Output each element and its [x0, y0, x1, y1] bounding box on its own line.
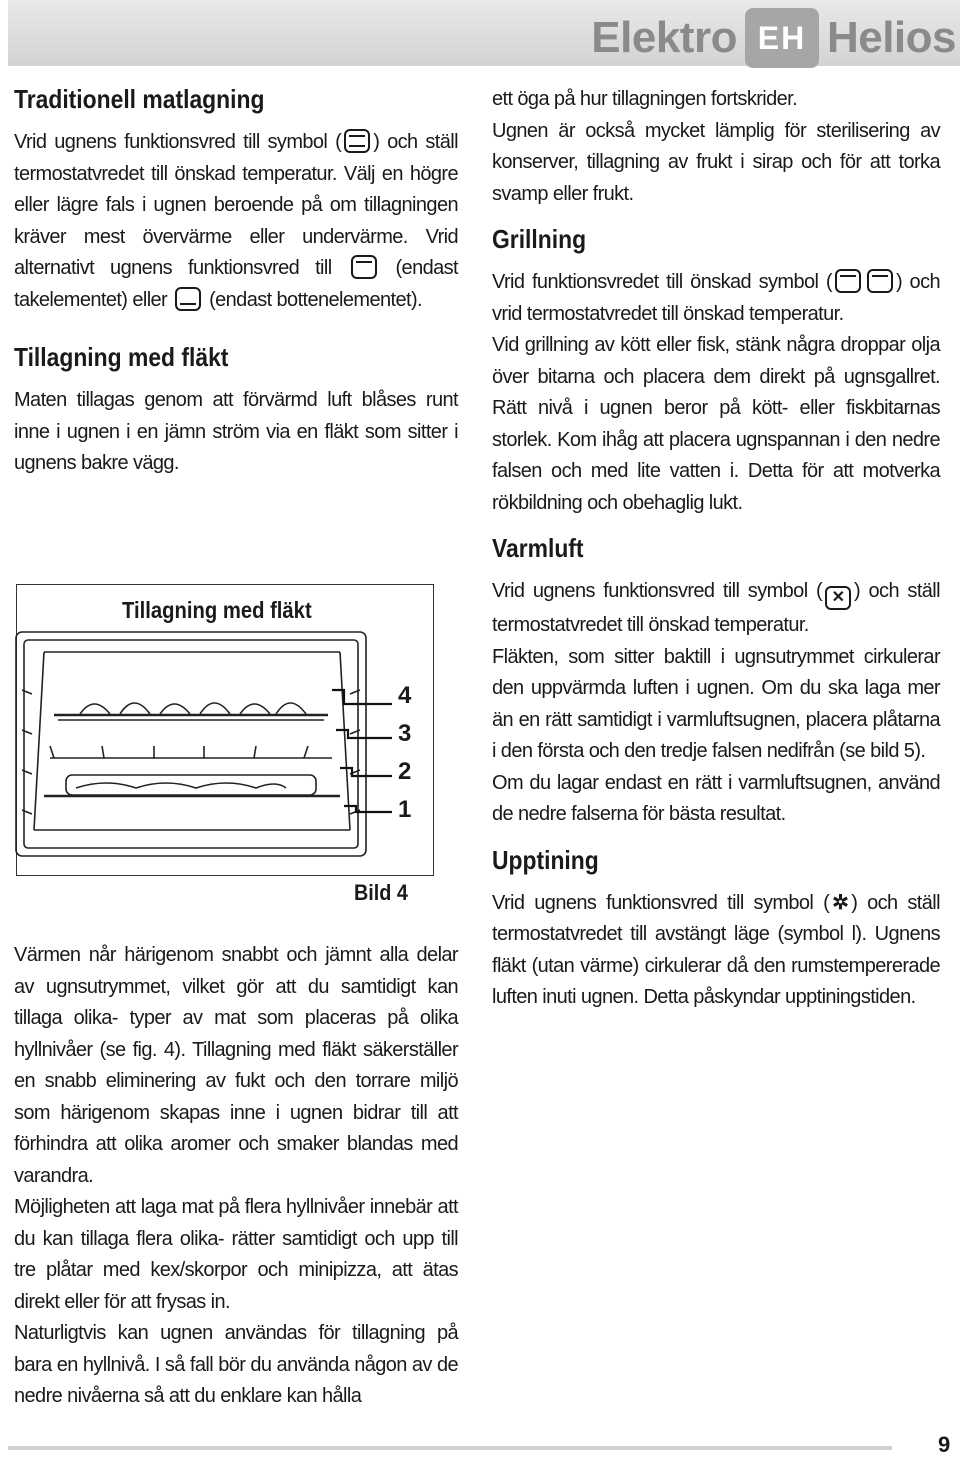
fan-icon: ✕ [825, 586, 851, 610]
left-column [14, 80, 458, 480]
paragraph-mojligheten: Möjligheten att laga mat på flera hyllnivåer innebär att du kan tillaga flera olika- rätter samtidigt och upp till tre plåtar med kex/skorpor och minipizza, att ätas direkt eller för att frysas in. [14, 1196, 458, 1313]
heading-grillning: Grillning [492, 224, 587, 254]
paragraph-om-du-lagar: Om du lagar endast en rätt i varmluftsugnen, använd de nedre falserna för bästa resultat. [492, 771, 940, 825]
oven-bottom-heat-icon [175, 287, 201, 311]
level-2: 2 [398, 758, 412, 785]
eh-logo-icon: EH [745, 8, 819, 68]
level-labels [398, 682, 428, 834]
paragraph-grillning: Vid grillning av kött eller fisk, stänk några droppar olja över bitarna och placera dem direkt på ugnsgallret. Rätt nivå i ugnen beror på kött- eller fiskbitarnas storlek. Kom ihåg att placera ugnspannan i den nedre falsen och med lite vatten i. Detta för att motverka rökbildning och obehaglig lukt. [492, 334, 940, 514]
left-column-lower [14, 940, 458, 1413]
heading-varmluft: Varmluft [492, 533, 584, 563]
paragraph-varmen: Värmen når härigenom snabbt och jämnt alla delar av ugnsutrymmet, vilket gör att du samtidigt kan tillaga olika- typer av mat som placeras på olika hyllnivåer (se fig. 4). Tillagning med fläkt säkerställer en snabb eliminering av fukt och den torrare miljö som härigenom skapas inne i ugnen bidrar till att förhindra att olika aromer och smaker blandas med varandra. [14, 944, 458, 1187]
brand-left: Elektro [591, 13, 737, 62]
figure-caption: Bild 4 [354, 880, 408, 905]
double-grill-icon [867, 269, 893, 293]
oven-top-bottom-heat-icon [344, 129, 370, 153]
heading-upptining: Upptining [492, 844, 599, 875]
level-1: 1 [398, 796, 412, 823]
level-4: 4 [398, 682, 412, 709]
defrost-icon: ✲ [832, 891, 849, 914]
oven-top-heat-icon [351, 255, 377, 279]
paragraph-upptining: Vrid ugnens funktionsvred till symbol ( ✲ ) och ställ termostatvredet till avstängt läge (symbol l). Ugnens fläkt (utan värme) cirkulerar då den rumstempererade luften inuti ugnen. Detta påskyndar upptiningstiden. [492, 888, 940, 1014]
paragraph-flakten: Fläkten, som sitter baktill i ugnsutrymmet cirkulerar den uppvärmda luften i ugnen. Om du ska laga mer än en rätt samtidigt i varmluftsugnen, placera plåtarna i den första och den tredje falsen nedifrån (se bild 5). [492, 645, 940, 762]
heading-traditionell: Traditionell matlagning [14, 84, 265, 114]
paragraph-varmluft-symbol: Vrid ugnens funktionsvred till symbol ( ✕ ) och ställ termostatvredet till önskad temperatur. [492, 580, 940, 636]
paragraph-sterilisering: Ugnen är också mycket lämplig för sterilisering av konserver, tillagning av frukt i sirap och för att torka svamp eller frukt. [492, 119, 940, 205]
paragraph-traditionell: Vrid ugnens funktionsvred till symbol ( ) och ställ termostatvredet till önskad temperatur. Välj en högre eller lägre fals i ugnen beroende på om tillagningen kräver mest övervärme eller undervärme. Vrid alternativt ugnens funktionsvred till (endast takelementet) eller (endast bottenelementet). [14, 131, 459, 311]
footer-rule [8, 1446, 892, 1450]
brand-logo [591, 8, 956, 68]
right-column [492, 84, 940, 1014]
heading-flakt: Tillagning med fläkt [14, 342, 229, 372]
paragraph-naturligtvis: Naturligtvis kan ugnen användas för tillagning på bara en hyllnivå. I så fall bör du använda någon av de nedre nivåerna så att du enklare kan hålla [14, 1322, 458, 1407]
brand-right: Helios [826, 13, 956, 62]
paragraph-grillning-symbol: Vrid funktionsvredet till önskad symbol ( ) och vrid termostatvredet till önskad temperatur. [492, 271, 940, 325]
paragraph-ett-oga: ett öga på hur tillagningen fortskrider. [492, 88, 798, 110]
grill-icon [835, 269, 861, 293]
figure-title: Tillagning med fläkt [122, 597, 312, 623]
paragraph-flakt: Maten tillagas genom att förvärmd luft blåses runt inne i ugnen i en jämn ström via en fläkt som sitter i ugnens bakre vägg. [14, 389, 458, 474]
oven-diagram [14, 630, 398, 860]
level-3: 3 [398, 720, 412, 747]
page-number: 9 [938, 1432, 951, 1457]
